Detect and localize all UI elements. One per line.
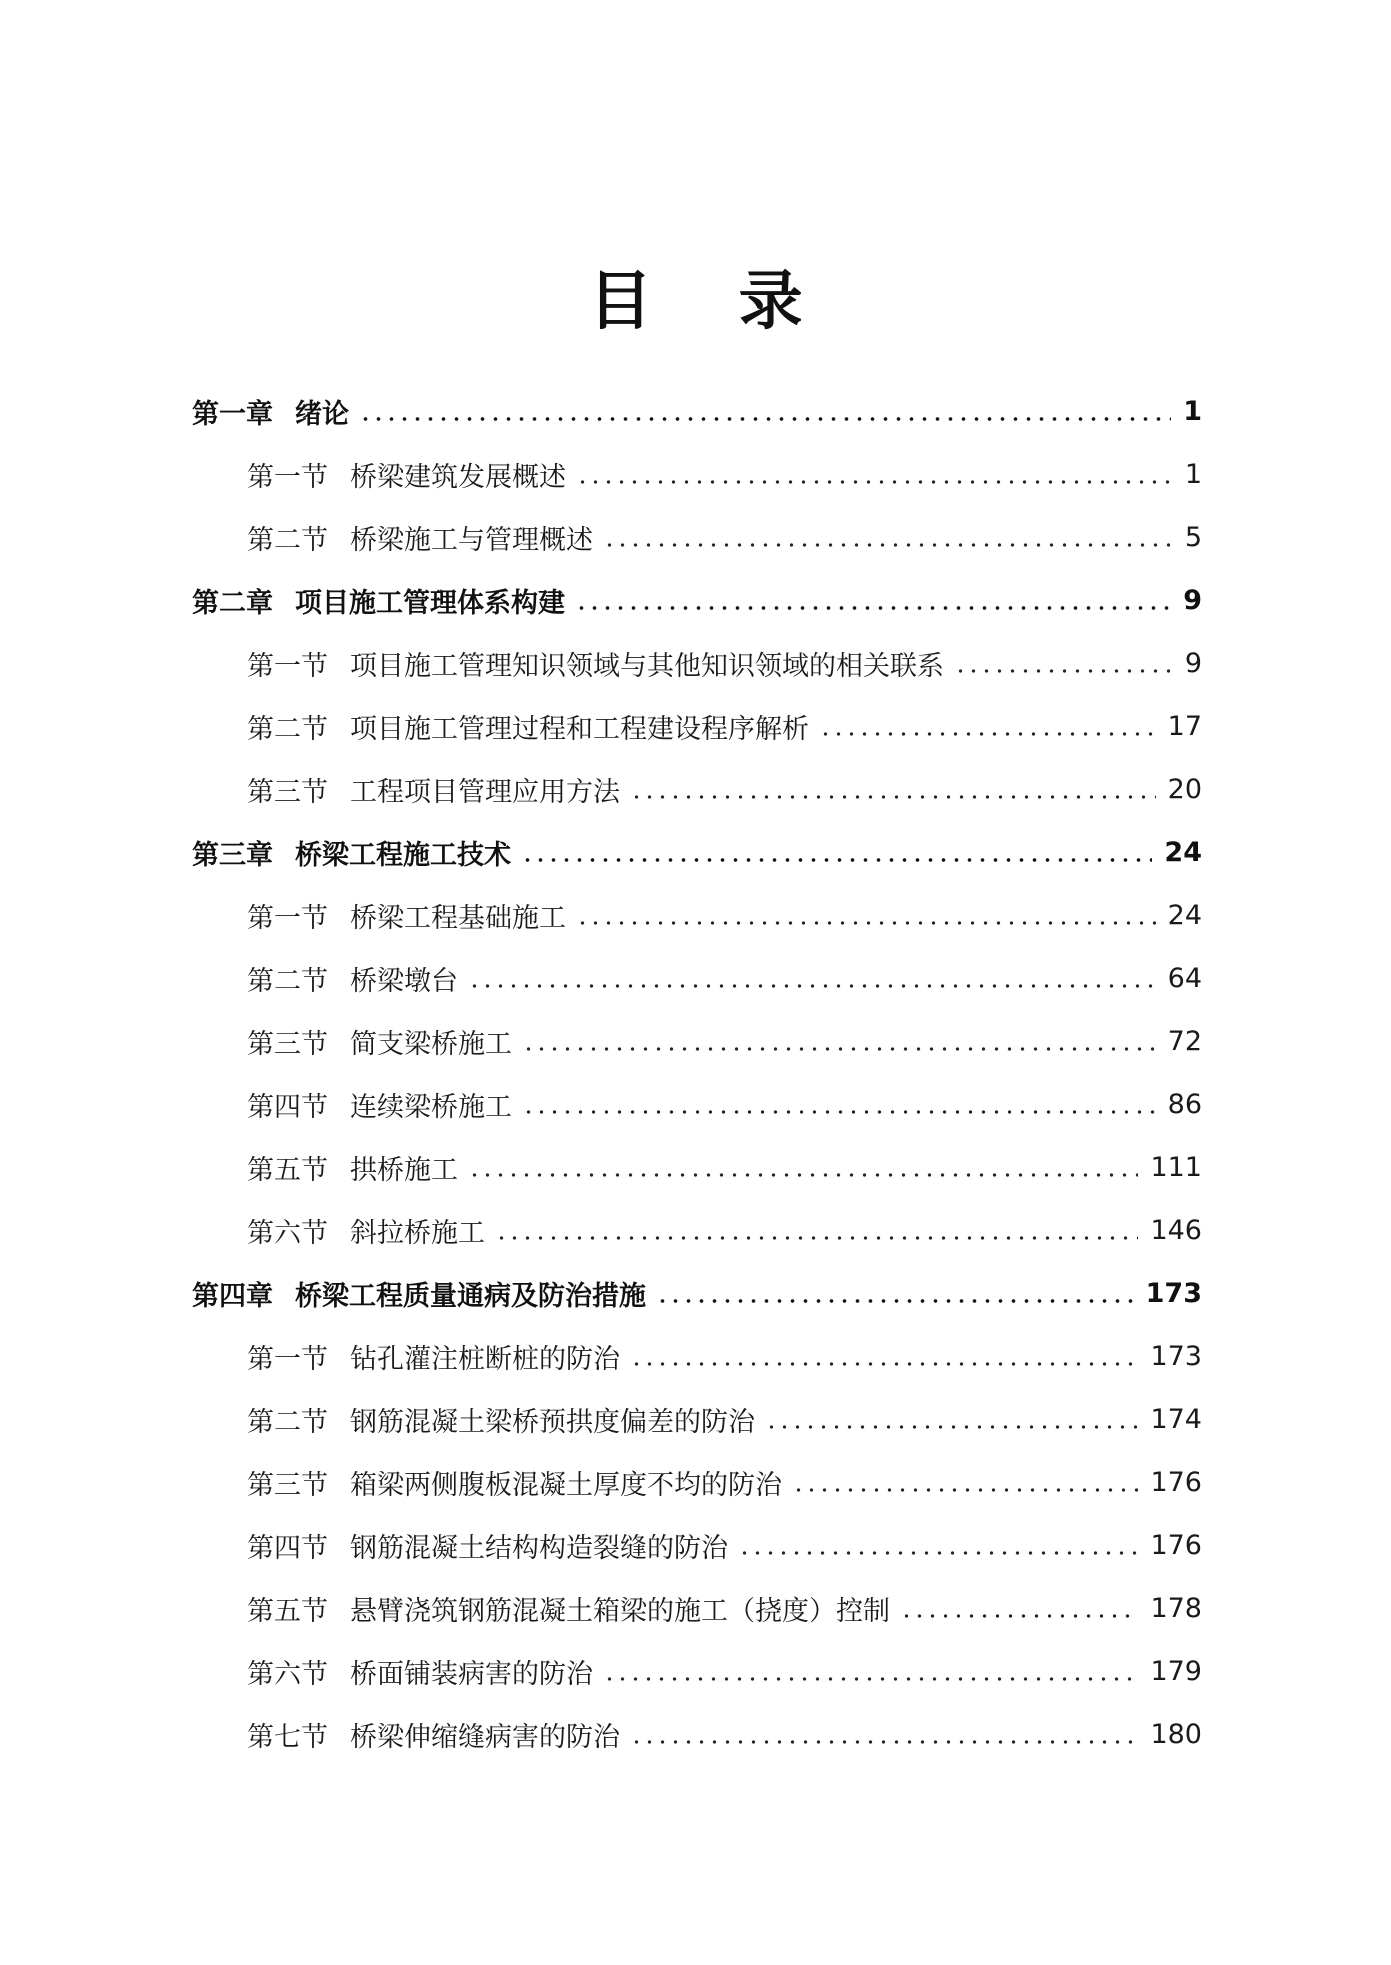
toc-entry-page: 173: [1145, 1278, 1202, 1309]
toc-dot-leader: [468, 983, 1156, 989]
toc-entry-title: 桥梁工程基础施工: [350, 903, 566, 934]
toc-entry-number: 第一章: [192, 399, 273, 430]
toc-section-entry[interactable]: [192, 1577, 1202, 1640]
toc-entry-title: 斜拉桥施工: [350, 1218, 485, 1249]
toc-entry-number: 第一节: [247, 462, 328, 493]
toc-entry-number: 第三节: [247, 1470, 328, 1501]
toc-section-entry[interactable]: [192, 632, 1202, 695]
toc-entry-title: 项目施工管理知识领域与其他知识领域的相关联系: [350, 651, 944, 682]
toc-dot-leader: [576, 920, 1156, 926]
toc-dot-leader: [359, 416, 1171, 422]
toc-entry-title: 桥梁工程施工技术: [295, 840, 511, 871]
toc-dot-leader: [522, 1109, 1156, 1115]
toc-entry-title: 桥梁施工与管理概述: [350, 525, 593, 556]
toc-entry-page: 72: [1167, 1026, 1202, 1057]
toc-entry-page: 9: [1183, 585, 1202, 616]
toc-section-entry[interactable]: [192, 1640, 1202, 1703]
toc-dot-leader: [468, 1172, 1138, 1178]
toc-dot-leader: [575, 605, 1171, 611]
toc-entry-number: 第四节: [247, 1533, 328, 1564]
toc-dot-leader: [819, 731, 1156, 737]
toc-dot-leader: [738, 1550, 1138, 1556]
toc-section-entry[interactable]: [192, 1703, 1202, 1766]
toc-entry-title: 桥面铺装病害的防治: [350, 1659, 593, 1690]
toc-entry-number: 第一节: [247, 903, 328, 934]
toc-section-entry[interactable]: [192, 1451, 1202, 1514]
toc-section-entry[interactable]: [192, 1514, 1202, 1577]
toc-entry-title: 桥梁伸缩缝病害的防治: [350, 1722, 620, 1753]
toc-section-entry[interactable]: [192, 1073, 1202, 1136]
toc-entry-number: 第五节: [247, 1596, 328, 1627]
toc-section-entry[interactable]: [192, 506, 1202, 569]
toc-entry-page: 1: [1183, 396, 1202, 427]
toc-entry-page: 173: [1150, 1341, 1202, 1372]
toc-dot-leader: [630, 1739, 1138, 1745]
toc-entry-page: 178: [1150, 1593, 1202, 1624]
toc-section-entry[interactable]: [192, 1388, 1202, 1451]
toc-dot-leader: [603, 1676, 1138, 1682]
toc-section-entry[interactable]: [192, 758, 1202, 821]
toc-entry-title: 箱梁两侧腹板混凝土厚度不均的防治: [350, 1470, 782, 1501]
toc-entry-title: 简支梁桥施工: [350, 1029, 512, 1060]
toc-entry-page: 176: [1150, 1530, 1202, 1561]
toc-entry-title: 绪论: [295, 399, 349, 430]
toc-section-entry[interactable]: [192, 947, 1202, 1010]
page-title: 目 录: [588, 265, 835, 339]
toc-dot-leader: [900, 1613, 1138, 1619]
toc-entry-number: 第二节: [247, 714, 328, 745]
toc-entry-page: 179: [1150, 1656, 1202, 1687]
toc-entry-title: 钻孔灌注桩断桩的防治: [350, 1344, 620, 1375]
toc-entry-number: 第三节: [247, 1029, 328, 1060]
toc-entry-number: 第二节: [247, 1407, 328, 1438]
toc-section-entry[interactable]: [192, 1325, 1202, 1388]
toc-dot-leader: [656, 1298, 1134, 1304]
toc-entry-title: 连续梁桥施工: [350, 1092, 512, 1123]
toc-section-entry[interactable]: [192, 695, 1202, 758]
toc-section-entry[interactable]: [192, 884, 1202, 947]
toc-entry-page: 176: [1150, 1467, 1202, 1498]
toc-entry-page: 17: [1167, 711, 1202, 742]
toc-entry-title: 桥梁墩台: [350, 966, 458, 997]
toc-chapter-entry[interactable]: [192, 1262, 1202, 1325]
toc-entry-number: 第一节: [247, 1344, 328, 1375]
toc-section-entry[interactable]: [192, 1010, 1202, 1073]
toc-entry-number: 第三节: [247, 777, 328, 808]
toc-entry-title: 钢筋混凝土梁桥预拱度偏差的防治: [350, 1407, 755, 1438]
toc-entry-number: 第四节: [247, 1092, 328, 1123]
toc-entry-number: 第六节: [247, 1659, 328, 1690]
toc-dot-leader: [576, 479, 1173, 485]
toc-entry-number: 第一节: [247, 651, 328, 682]
toc-dot-leader: [792, 1487, 1138, 1493]
toc-entry-page: 24: [1167, 900, 1202, 931]
toc-entry-page: 111: [1150, 1152, 1202, 1183]
toc-entry-page: 20: [1167, 774, 1202, 805]
toc-dot-leader: [521, 857, 1152, 863]
toc-entry-number: 第二章: [192, 588, 273, 619]
toc-dot-leader: [954, 668, 1173, 674]
toc-entry-title: 桥梁建筑发展概述: [350, 462, 566, 493]
toc-entry-number: 第二节: [247, 525, 328, 556]
table-of-contents: [192, 380, 1202, 1766]
toc-entry-title: 项目施工管理体系构建: [295, 588, 565, 619]
toc-entry-title: 拱桥施工: [350, 1155, 458, 1186]
toc-dot-leader: [603, 542, 1173, 548]
toc-entry-page: 146: [1150, 1215, 1202, 1246]
toc-entry-title: 桥梁工程质量通病及防治措施: [295, 1281, 646, 1312]
toc-section-entry[interactable]: [192, 443, 1202, 506]
toc-entry-page: 64: [1167, 963, 1202, 994]
toc-dot-leader: [630, 1361, 1138, 1367]
toc-entry-number: 第三章: [192, 840, 273, 871]
toc-entry-page: 5: [1184, 522, 1202, 553]
toc-entry-page: 86: [1167, 1089, 1202, 1120]
toc-entry-page: 180: [1150, 1719, 1202, 1750]
toc-entry-page: 174: [1150, 1404, 1202, 1435]
toc-section-entry[interactable]: [192, 1199, 1202, 1262]
toc-entry-number: 第四章: [192, 1281, 273, 1312]
toc-dot-leader: [630, 794, 1156, 800]
toc-dot-leader: [522, 1046, 1156, 1052]
toc-entry-number: 第六节: [247, 1218, 328, 1249]
toc-dot-leader: [765, 1424, 1138, 1430]
toc-entry-page: 1: [1184, 459, 1202, 490]
toc-section-entry[interactable]: [192, 1136, 1202, 1199]
toc-dot-leader: [495, 1235, 1138, 1241]
toc-entry-title: 悬臂浇筑钢筋混凝土箱梁的施工（挠度）控制: [350, 1596, 890, 1627]
toc-chapter-entry[interactable]: [192, 380, 1202, 443]
toc-entry-title: 钢筋混凝土结构构造裂缝的防治: [350, 1533, 728, 1564]
toc-entry-title: 项目施工管理过程和工程建设程序解析: [350, 714, 809, 745]
toc-entry-number: 第七节: [247, 1722, 328, 1753]
toc-chapter-entry[interactable]: [192, 569, 1202, 632]
toc-entry-page: 9: [1184, 648, 1202, 679]
toc-entry-page: 24: [1164, 837, 1202, 868]
toc-entry-number: 第五节: [247, 1155, 328, 1186]
toc-entry-title: 工程项目管理应用方法: [350, 777, 620, 808]
toc-entry-number: 第二节: [247, 966, 328, 997]
toc-chapter-entry[interactable]: [192, 821, 1202, 884]
